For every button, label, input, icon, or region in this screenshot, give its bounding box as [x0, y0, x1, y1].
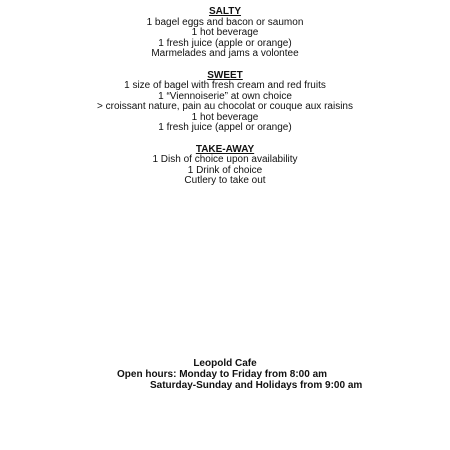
- takeaway-item: 1 Dish of choice upon availability: [152, 154, 298, 165]
- weekend-hours: Saturday-Sunday and Holidays from 9:00 am: [150, 380, 363, 391]
- salty-title: SALTY: [208, 6, 242, 17]
- menu-sections: [0, 6, 450, 197]
- sweet-item: 1 fresh juice (appel or orange): [158, 122, 292, 133]
- salty-item: 1 fresh juice (apple or orange): [158, 37, 292, 49]
- takeaway-item: Cutlery to take out: [184, 175, 266, 186]
- sweet-title: SWEET: [207, 69, 243, 81]
- takeaway-title: TAKE-AWAY: [195, 143, 255, 155]
- takeaway-section: [0, 144, 450, 187]
- salty-section: [0, 6, 450, 60]
- sweet-item: 1 “Viennoiserie” at own choice: [158, 90, 292, 102]
- salty-item: 1 hot beverage: [191, 27, 259, 38]
- takeaway-item: 1 Drink of choice: [187, 164, 263, 176]
- salty-item: 1 bagel eggs and bacon or saumon: [146, 16, 304, 28]
- weekday-hours: Open hours: Monday to Friday from 8:00 am: [117, 369, 328, 380]
- cafe-footer: [0, 358, 450, 391]
- cafe-name: Leopold Cafe: [193, 358, 257, 369]
- salty-item: Marmelades and jams a volontee: [151, 48, 299, 59]
- sweet-item: > croissant nature, pain au chocolat or couque aux raisins: [97, 101, 353, 112]
- sweet-item: 1 size of bagel with fresh cream and red fruits: [124, 80, 326, 91]
- sweet-section: [0, 70, 450, 134]
- sweet-item: 1 hot beverage: [191, 111, 259, 123]
